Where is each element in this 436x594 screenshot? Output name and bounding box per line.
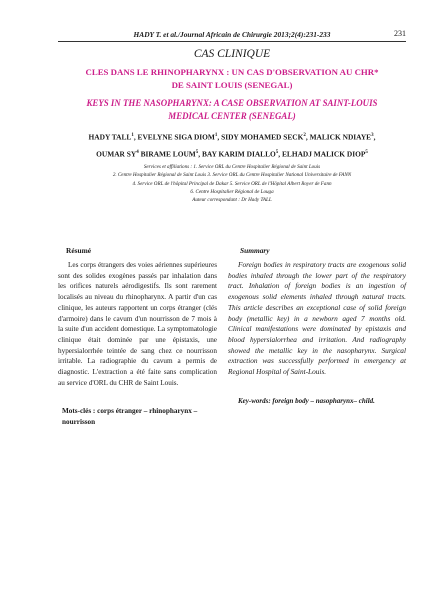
page-number: 231	[394, 29, 406, 38]
author-affiliation-number: 3	[371, 133, 374, 138]
keywords-english: Key-words: foreign body – nasopharynx– child.	[238, 396, 375, 405]
author-affiliation-number: 5	[195, 150, 199, 156]
keywords-french: Mots-clés : corps étranger – rhinopharynx – nourrisson	[62, 407, 198, 426]
header-rule	[58, 41, 406, 42]
title-english-line-2: MEDICAL CENTER (SENEGAL)	[168, 111, 296, 121]
affiliations	[58, 163, 406, 204]
section-label: CAS CLINIQUE	[193, 48, 271, 60]
author-name: ELHADJ MALICK DIOP	[281, 149, 366, 159]
author-name: EVELYNE SIGA DIOM	[137, 132, 215, 142]
author-line-1	[58, 128, 406, 145]
author-separator: ,	[373, 132, 376, 142]
affiliation-line: 4. Service ORL de l'hôpital Principal de Dakar 5. Service ORL de l'Hôpital Albert Royer de Fann	[132, 180, 332, 187]
affiliation-line: 6. Centre Hospitalier Régional de Louga	[190, 188, 274, 195]
author-affiliation-number: 1	[131, 133, 134, 138]
author-separator: ,	[133, 132, 138, 142]
title-french	[58, 66, 406, 92]
author-affiliation-number: 1	[214, 133, 218, 138]
affiliation-line: Services et affiliations : 1. Service ORL du Centre Hospitalier Régional de Saint Louis	[143, 164, 321, 170]
title-french-line-2: DE SAINT LOUIS (SENEGAL)	[171, 80, 293, 90]
corresponding-author: Auteur correspondant : Dr Hady TALL	[192, 197, 272, 204]
abstract-french-body: Les corps étrangers des voies aériennes supérieures sont des solides exogènes passés par inhalation dans les orifices naturels aérodigestifs. Ils sont rarement localisés au niveau du rhinopharynx. A partir d'un cas clinique, les auteurs rapportent un corps étranger (clés d'armoire) dans le cavum d'un nourrisson de 7 mois à la suite d'un accident domestique. La symptomatologie clinique était dominée par une épistaxis, une hypersialorrhée teintée de sang chez ce nourrisson irritable. La radiographie du cavum a permis de diagnostic. L'extraction a été faite sans complication au service d'ORL du CHR de Saint Louis.	[58, 261, 217, 387]
abstract-english	[228, 246, 406, 406]
author-affiliation-number: 4	[136, 150, 139, 156]
author-affiliation-number: 2	[303, 133, 306, 138]
title-english-line-1: KEYS IN THE NASOPHARYNX: A CASE OBSERVATION AT SAINT-LOUIS	[86, 98, 378, 108]
abstract-english-body: Foreign bodies in respiratory tracts are exogenous solid bodies inhaled through the lower part of the respiratory tract. Inhalation of foreign bodies is an ingestion of exogenous solid elements inhaled through natural tracts. This article describes an exceptional case of solid foreign body (metallic key) in a newborn aged 7 months old. Clinical manifestations were dominated by epistaxis and blood hypersialorrhea and irritation. And radiography showed the metallic key in the nasopharynx. Surgical extraction was successfully performed in emergency at Regional Hospital of Saint-Louis.	[228, 260, 406, 377]
abstract-english-heading: Summary	[240, 246, 270, 255]
author-name: HADY TALL	[88, 132, 132, 142]
author-line-2	[58, 145, 406, 162]
abstract-french	[58, 246, 217, 427]
author-name: BIRAME LOUM	[140, 149, 196, 159]
author-affiliation-number: 5	[275, 150, 279, 156]
author-separator: ,	[198, 149, 202, 159]
running-head: HADY T. et al./Journal Africain de Chirurgie 2013;2(4):231-233	[133, 30, 331, 39]
title-english	[58, 97, 406, 123]
author-name: SIDY MOHAMED SECK	[221, 132, 304, 142]
author-list	[58, 128, 406, 163]
author-name: BAY KARIM DIALLO	[202, 149, 276, 159]
abstract-french-heading: Résumé	[66, 246, 92, 255]
author-affiliation-number: 5	[365, 150, 368, 156]
author-separator: ,	[217, 132, 222, 142]
author-separator: ,	[278, 149, 282, 159]
author-name: MALICK NDIAYE	[309, 132, 372, 142]
author-name: OUMAR SY	[96, 149, 137, 159]
author-separator: ,	[305, 132, 310, 142]
title-french-line-1: CLES DANS LE RHINOPHARYNX : UN CAS D'OBSERVATION AU CHR*	[85, 67, 379, 77]
affiliation-line: 2. Centre Hospitalier Régional de Saint Louis 3. Service ORL du Centre Hospitalier National Universitaire de FANN	[112, 172, 352, 179]
